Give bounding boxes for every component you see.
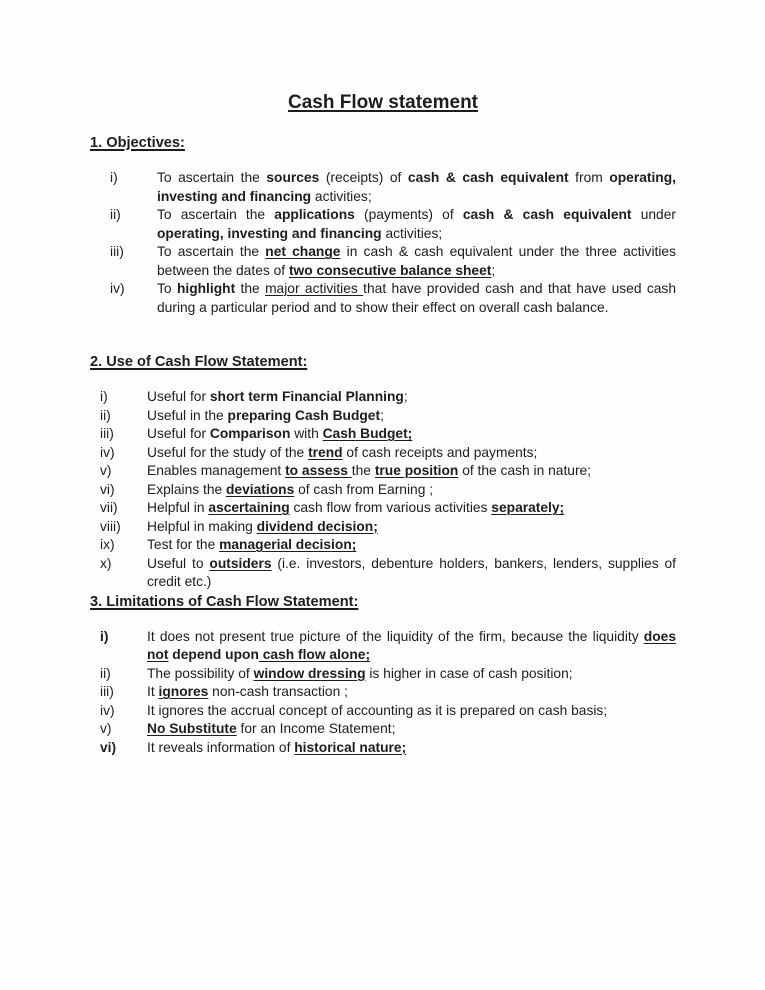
text-run: of cash receipts and payments; [342,444,538,460]
section-2 [90,353,676,592]
list-item-marker: v) [100,463,112,478]
list-item [90,169,676,206]
text-run: It ignores the accrual concept of accounting as it is prepared on cash basis; [147,702,608,718]
text-run: net change [265,244,341,259]
text-run: The possibility of [147,665,254,681]
text-run: To ascertain the [157,170,267,185]
text-run: Useful for the study of the [147,444,309,460]
text-run: to assess [285,463,352,478]
text-run: It reveals information of [147,739,295,755]
text-run: Explains the [147,481,226,497]
list-item-text [157,206,676,243]
list-item [90,407,676,426]
list-item-text [147,388,676,407]
text-run: Helpful in making [147,518,257,534]
text-run: cash & cash equivalent [462,207,632,222]
list-item [90,720,676,739]
list-item-text [147,739,676,758]
text-run: with [290,426,323,441]
text-run: operating, investing and financing [157,170,676,204]
list-item [90,518,676,537]
list-item-marker: x) [100,555,112,571]
text-run: is higher in case of cash position; [365,665,573,681]
text-run: cash flow alone; [258,647,371,662]
text-run: ; [403,389,408,404]
text-run: No Substitute [147,721,237,736]
list-item [90,243,676,280]
text-run: outsiders [209,555,272,571]
list-item-text [147,665,676,684]
list-item [90,280,676,317]
section-items [90,169,676,317]
list-item [90,683,676,702]
text-run: deviations [226,481,295,497]
list-item-text [147,444,676,463]
section-items [90,388,676,592]
list-item-marker: iv) [100,702,115,718]
list-item-marker: i) [100,389,108,404]
document-title [90,92,676,114]
list-item-marker: v) [100,721,112,736]
text-run: Helpful in [147,500,209,515]
list-item-text [147,683,676,702]
text-run: Useful in the [147,407,228,423]
list-item-marker: iii) [100,426,114,441]
list-item-text [157,280,676,317]
text-run: from [568,170,610,185]
list-item-text [147,720,676,739]
text-run: managerial decision; [219,537,357,552]
text-run: Test for the [147,537,220,552]
text-run: under [631,207,677,222]
text-run: applications [274,207,355,222]
text-run: highlight [176,281,236,296]
list-item [90,739,676,758]
text-run: operating, investing and financing [157,225,382,241]
list-item [90,499,676,518]
list-item-marker: ix) [100,537,115,552]
text-run: separately; [491,500,565,515]
list-item-text [147,481,676,500]
text-run: To [157,281,177,296]
text-run: activities; [311,188,372,204]
text-run: ignores [158,684,209,699]
list-item [90,206,676,243]
list-item-marker: vi) [100,481,115,497]
section-items [90,628,676,758]
section-1 [90,134,676,317]
section-heading [90,134,676,153]
list-item [90,536,676,555]
text-run: Useful for [147,426,210,441]
text-run: depend upon [168,647,259,662]
list-item [90,555,676,592]
list-item-marker: i) [110,170,118,185]
list-item-marker: iv) [100,444,115,460]
list-item-text [157,243,676,280]
text-run: true position [374,463,459,478]
text-run: the [351,463,375,478]
section-3 [90,593,676,758]
list-item [90,425,676,444]
list-item [90,628,676,665]
list-item-marker: iv) [110,281,125,296]
text-run: Useful to [147,555,210,571]
text-run: for an Income Statement; [236,721,396,736]
list-item-text [147,628,676,665]
section-heading [90,593,676,612]
list-item-text [147,555,676,592]
text-run: Cash Budget; [322,426,413,441]
text-run: window dressing [253,665,366,681]
section-heading [90,353,676,372]
text-run: cash & cash equivalent [407,170,569,185]
section-heading-text: 1. Objectives: [90,135,185,151]
sections [90,134,676,757]
list-item-marker: iii) [110,244,124,259]
text-run: It [147,684,159,699]
list-item-marker: ii) [100,407,111,423]
text-run: non-cash transaction ; [208,684,348,699]
text-run: of cash from Earning ; [294,481,434,497]
list-item-text [147,407,676,426]
list-item-text [147,425,676,444]
list-item-text [147,536,676,555]
text-run: ; [491,262,496,278]
text-run: (receipts) of [319,170,408,185]
text-run: (i.e. investors, debenture holders, bankers, lenders, supplies of credit etc.) [147,555,676,589]
list-item-marker: ii) [100,665,111,681]
text-run: short term Financial Planning [209,389,404,404]
list-item [90,462,676,481]
text-run: Enables management [147,463,286,478]
text-run: historical nature; [294,739,407,755]
text-run: two consecutive balance sheet [288,262,492,278]
text-run: that have provided cash and that have used cash during a particular period and to show their effect on overall cash balance. [157,281,676,315]
text-run: Useful for [147,389,210,404]
text-run: sources [266,170,320,185]
list-item-marker: i) [100,628,109,644]
text-run: preparing Cash Budget [227,407,381,423]
text-run: cash flow from various activities [289,500,492,515]
list-item [90,444,676,463]
list-item-text [157,169,676,206]
text-run: ascertaining [208,500,290,515]
text-run: does not [147,628,676,662]
list-item-marker: ii) [110,207,121,222]
list-item-text [147,462,676,481]
list-item-text [147,702,676,721]
text-run: of the cash in nature; [458,463,592,478]
list-item-marker: vii) [100,500,118,515]
list-item-marker: viii) [100,518,121,534]
section-heading-text: 3. Limitations of Cash Flow Statement: [90,593,359,610]
text-run: dividend decision; [256,518,378,534]
list-item-marker: vi) [100,739,117,755]
text-run: Comparison [209,426,291,441]
list-item [90,388,676,407]
text-run: To ascertain the [157,207,275,222]
text-run: major activities [265,281,364,296]
list-item [90,665,676,684]
list-item [90,702,676,721]
text-run: activities; [381,225,443,241]
text-run: (payments) of [354,207,463,222]
list-item-text [147,499,676,518]
text-run: trend [308,444,343,460]
text-run: in cash & cash equivalent under the three activities between the dates of [157,244,676,278]
text-run: It does not present true picture of the liquidity of the firm, because the liquidity [147,628,644,644]
section-heading-text: 2. Use of Cash Flow Statement: [90,354,308,370]
text-run: To ascertain the [157,244,266,259]
list-item-text [147,518,676,537]
list-item-marker: iii) [100,684,114,699]
text-run: ; [380,407,384,423]
text-run: the [235,281,266,296]
document-title-text: Cash Flow statement [287,92,479,113]
list-item [90,481,676,500]
